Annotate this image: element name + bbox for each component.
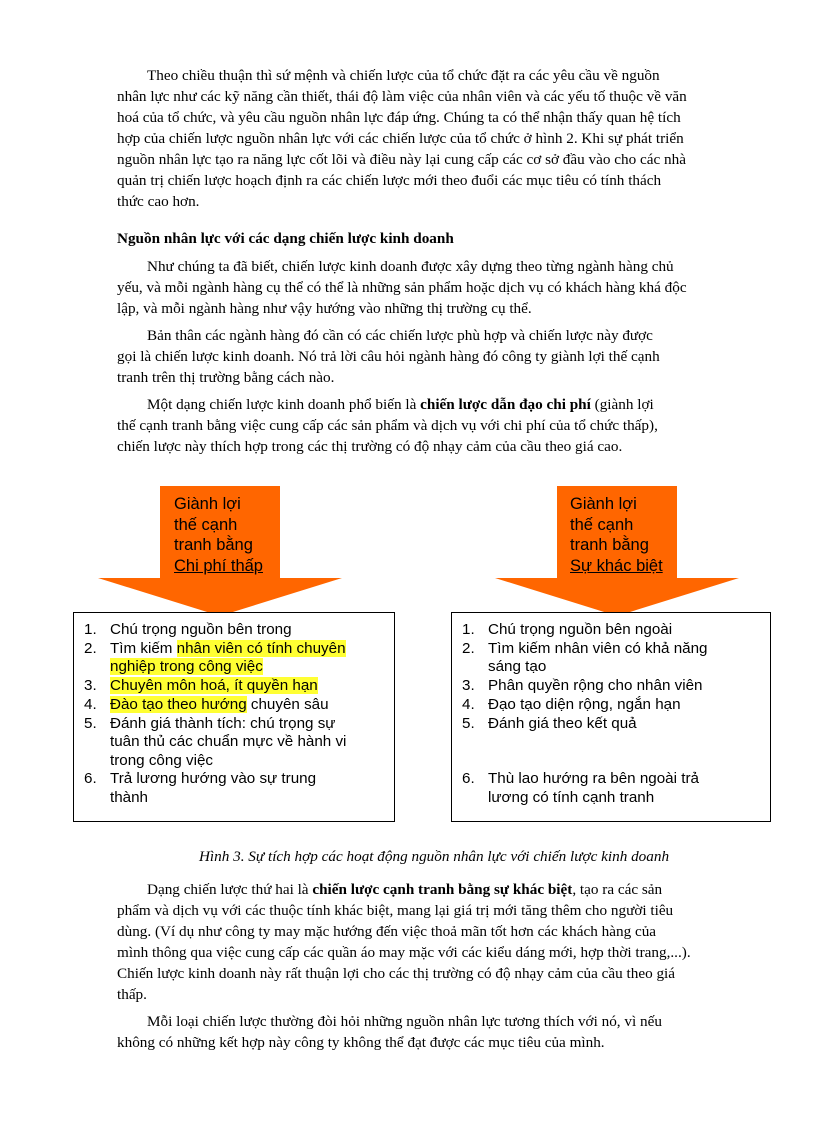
text-span: Dạng chiến lược thứ hai là	[147, 881, 313, 898]
highlighted-text: nghiệp trong công việc	[110, 658, 263, 675]
item-number: 2.	[462, 640, 475, 657]
text-line: dùng. (Ví dụ như công ty may mặc hướng đến việc thoả mãn tốt hơn các khách hàng của	[117, 923, 657, 940]
highlighted-text: Đào tạo theo hướng	[110, 696, 247, 713]
text-line: tranh trên thị trường bằng cách nào.	[117, 369, 335, 386]
item-text: Phân quyền rộng cho nhân viên	[488, 677, 703, 694]
text-span: chuyên sâu	[246, 696, 329, 713]
item-text: Đạo tạo diện rộng, ngắn hạn	[488, 696, 681, 713]
item-text: Chú trọng nguồn bên ngoài	[488, 621, 673, 638]
text-line: quản trị chiến lược hoạch định ra các chiến lược mới theo đuổi các mục tiêu có tính thách	[117, 172, 662, 189]
text-line: thức cao hơn.	[117, 193, 200, 210]
text-line: gọi là chiến lược kinh doanh. Nó trả lời câu hỏi ngành hàng đó công ty giành lợi thế cạnh	[117, 348, 660, 365]
arrow-text-line: tranh bằng	[174, 536, 253, 554]
text-line: Theo chiều thuận thì sứ mệnh và chiến lược của tổ chức đặt ra các yêu cầu về nguồn	[147, 67, 660, 84]
text-span: , tạo ra các sản	[572, 881, 663, 898]
item-text: Đánh giá thành tích: chú trọng sự	[110, 715, 336, 732]
item-number: 5.	[84, 715, 97, 732]
bold-term: chiến lược dẫn đạo chi phí	[420, 396, 591, 413]
left-strategy-box	[73, 612, 395, 822]
item-number: 2.	[84, 640, 97, 657]
item-text: lương có tính cạnh tranh	[488, 789, 655, 806]
item-number: 1.	[462, 621, 475, 638]
left-arrow-label	[174, 494, 263, 576]
item-number: 4.	[462, 696, 475, 713]
text-line: nhân lực như các kỹ năng cần thiết, thái độ làm việc của nhân viên và các yếu tố thuộc về văn	[117, 88, 687, 105]
item-number: 1.	[84, 621, 97, 638]
item-text: Tìm kiếm nhân viên có khả năng	[488, 640, 708, 657]
text-line: hoá của tổ chức, và yêu cầu nguồn nhân lực đáp ứng. Chúng ta có thể nhận thấy quan hệ tích	[117, 109, 681, 126]
text-line	[147, 395, 751, 416]
item-text: thành	[110, 789, 149, 806]
text-line: yếu, và mỗi ngành hàng cụ thể có thể là những sản phẩm hoặc dịch vụ có khách hàng khá độc	[117, 279, 687, 296]
arrow-text-line: thế cạnh	[174, 515, 238, 534]
text-line: thấp.	[117, 986, 147, 1003]
arrow-text-line: tranh bằng	[570, 536, 649, 554]
item-number: 5.	[462, 715, 475, 732]
item-text: trong công việc	[110, 752, 213, 769]
section-heading: Nguồn nhân lực với các dạng chiến lược kinh doanh	[117, 230, 454, 247]
right-arrow-label	[570, 494, 663, 576]
highlighted-text: Chuyên môn hoá, ít quyền hạn	[110, 677, 318, 694]
item-text	[110, 677, 318, 696]
item-text: Chú trọng nguồn bên trong	[110, 621, 292, 638]
text-line: phẩm và dịch vụ với các thuộc tính khác biệt, mang lại giá trị mới tăng thêm cho người tiêu	[117, 902, 674, 919]
text-line: Như chúng ta đã biết, chiến lược kinh doanh được xây dựng theo từng ngành hàng chủ	[147, 258, 674, 275]
item-number: 4.	[84, 696, 97, 713]
arrow-text-line: Giành lợi	[570, 495, 637, 513]
text-line: hợp của chiến lược nguồn nhân lực với các chiến lược của tổ chức ở hình 2. Khi sự phát triển	[117, 130, 684, 147]
item-number: 6.	[462, 770, 475, 787]
right-strategy-box	[451, 612, 771, 822]
highlighted-text: nhân viên có tính chuyên	[176, 640, 346, 657]
text-span: Tìm kiếm	[110, 640, 177, 657]
item-number: 3.	[462, 677, 475, 694]
item-text: sáng tạo	[488, 658, 547, 675]
text-span: Một dạng chiến lược kinh doanh phổ biến là	[147, 396, 421, 413]
text-line: không có những kết hợp này công ty không thể đạt được các mục tiêu của mình.	[117, 1034, 605, 1051]
figure-caption: Hình 3. Sự tích hợp các hoạt động nguồn nhân lực với chiến lược kinh doanh	[198, 848, 670, 865]
item-number: 6.	[84, 770, 97, 787]
item-text: Đánh giá theo kết quả	[488, 715, 637, 732]
item-text: Thù lao hướng ra bên ngoài trả	[488, 770, 699, 787]
text-line: lập, và mỗi ngành hàng như vậy hướng vào những thị trường cụ thể.	[117, 300, 532, 317]
text-line: nguồn nhân lực tạo ra năng lực cốt lõi và điều này lại cung cấp các cơ sở đầu vào cho các nhà	[117, 151, 686, 168]
arrow-text-line: Chi phí thấp	[174, 556, 263, 575]
arrow-text-line: Giành lợi	[174, 495, 241, 513]
item-text	[110, 658, 263, 677]
arrow-text-line: Sự khác biệt	[570, 556, 663, 575]
text-line: Chiến lược kinh doanh này rất thuận lợi cho các thị trường có độ nhạy cảm của cầu theo giá	[117, 965, 676, 982]
text-line: chiến lược này thích hợp trong các thị trường có độ nhạy cảm của cầu theo giá cao.	[117, 438, 623, 455]
item-number: 3.	[84, 677, 97, 694]
text-line: thế cạnh tranh bằng việc cung cấp các sản phẩm và dịch vụ với chi phí của tổ chức thấp),	[117, 417, 658, 434]
text-line: mình thông qua việc cung cấp các quần áo may mặc với các kiểu dáng mới, hợp thời trang,...).	[117, 944, 691, 961]
text-line	[147, 880, 751, 901]
item-text	[110, 696, 329, 715]
text-line: Bản thân các ngành hàng đó cần có các chiến lược phù hợp và chiến lược này được	[147, 327, 653, 344]
item-text	[110, 640, 346, 659]
arrow-text-line: thế cạnh	[570, 515, 634, 534]
text-line: Mỗi loại chiến lược thường đòi hỏi những nguồn nhân lực tương thích với nó, vì nếu	[147, 1013, 662, 1030]
item-text: tuân thủ các chuẩn mực về hành vi	[110, 733, 347, 750]
item-text: Trả lương hướng vào sự trung	[110, 770, 317, 787]
text-span: (giành lợi	[590, 396, 654, 413]
bold-term: chiến lược cạnh tranh bằng sự khác biệt	[312, 881, 573, 898]
